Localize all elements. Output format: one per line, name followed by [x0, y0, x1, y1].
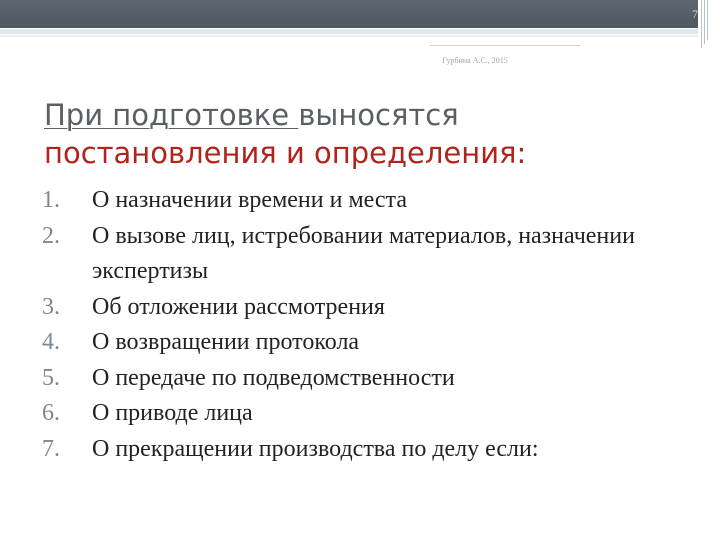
list-item — [42, 183, 702, 219]
list-item-text: О прекращении производства по делу если: — [92, 435, 539, 462]
list-item — [42, 361, 702, 397]
header-accent-line-thin — [0, 35, 698, 37]
list-item-text: О вызове лиц, истребовании материалов, назначении экспертизы — [92, 222, 635, 284]
title-second-line: постановления и определения: — [44, 136, 527, 170]
title-underlined-part: При подготовке — [44, 98, 299, 132]
list-item-number: 7. — [42, 435, 60, 462]
list-item-text: О назначении времени и места — [92, 187, 407, 213]
decorative-vertical-line — [701, 0, 702, 48]
list-item — [42, 432, 702, 468]
header-divider — [430, 45, 580, 46]
list-item-text: О возвращении протокола — [92, 329, 360, 355]
top-header-band — [0, 0, 698, 28]
list-item-text: О передаче по подведомственности — [92, 364, 455, 391]
author-credit: Гурбина А.С., 2015 — [442, 56, 508, 65]
list-item-number: 4. — [42, 329, 60, 355]
list-item-number: 6. — [42, 400, 60, 426]
decorative-vertical-line — [704, 0, 705, 44]
list-item-number: 2. — [42, 222, 60, 249]
list-item — [42, 290, 702, 326]
numbered-list — [42, 183, 702, 467]
header-accent-line — [0, 29, 698, 34]
title-part: выносятся — [298, 98, 459, 132]
page-number: 7 — [692, 7, 698, 21]
list-item — [42, 396, 702, 432]
list-item-number: 3. — [42, 293, 60, 320]
list-item — [42, 219, 702, 290]
list-item-number: 1. — [42, 187, 60, 213]
list-item-number: 5. — [42, 364, 60, 391]
decorative-vertical-line — [707, 0, 708, 40]
list-item-text: Об отложении рассмотрения — [92, 293, 385, 320]
list-item-text: О приводе лица — [92, 400, 253, 426]
list-item — [42, 325, 702, 361]
slide-title — [44, 96, 684, 172]
